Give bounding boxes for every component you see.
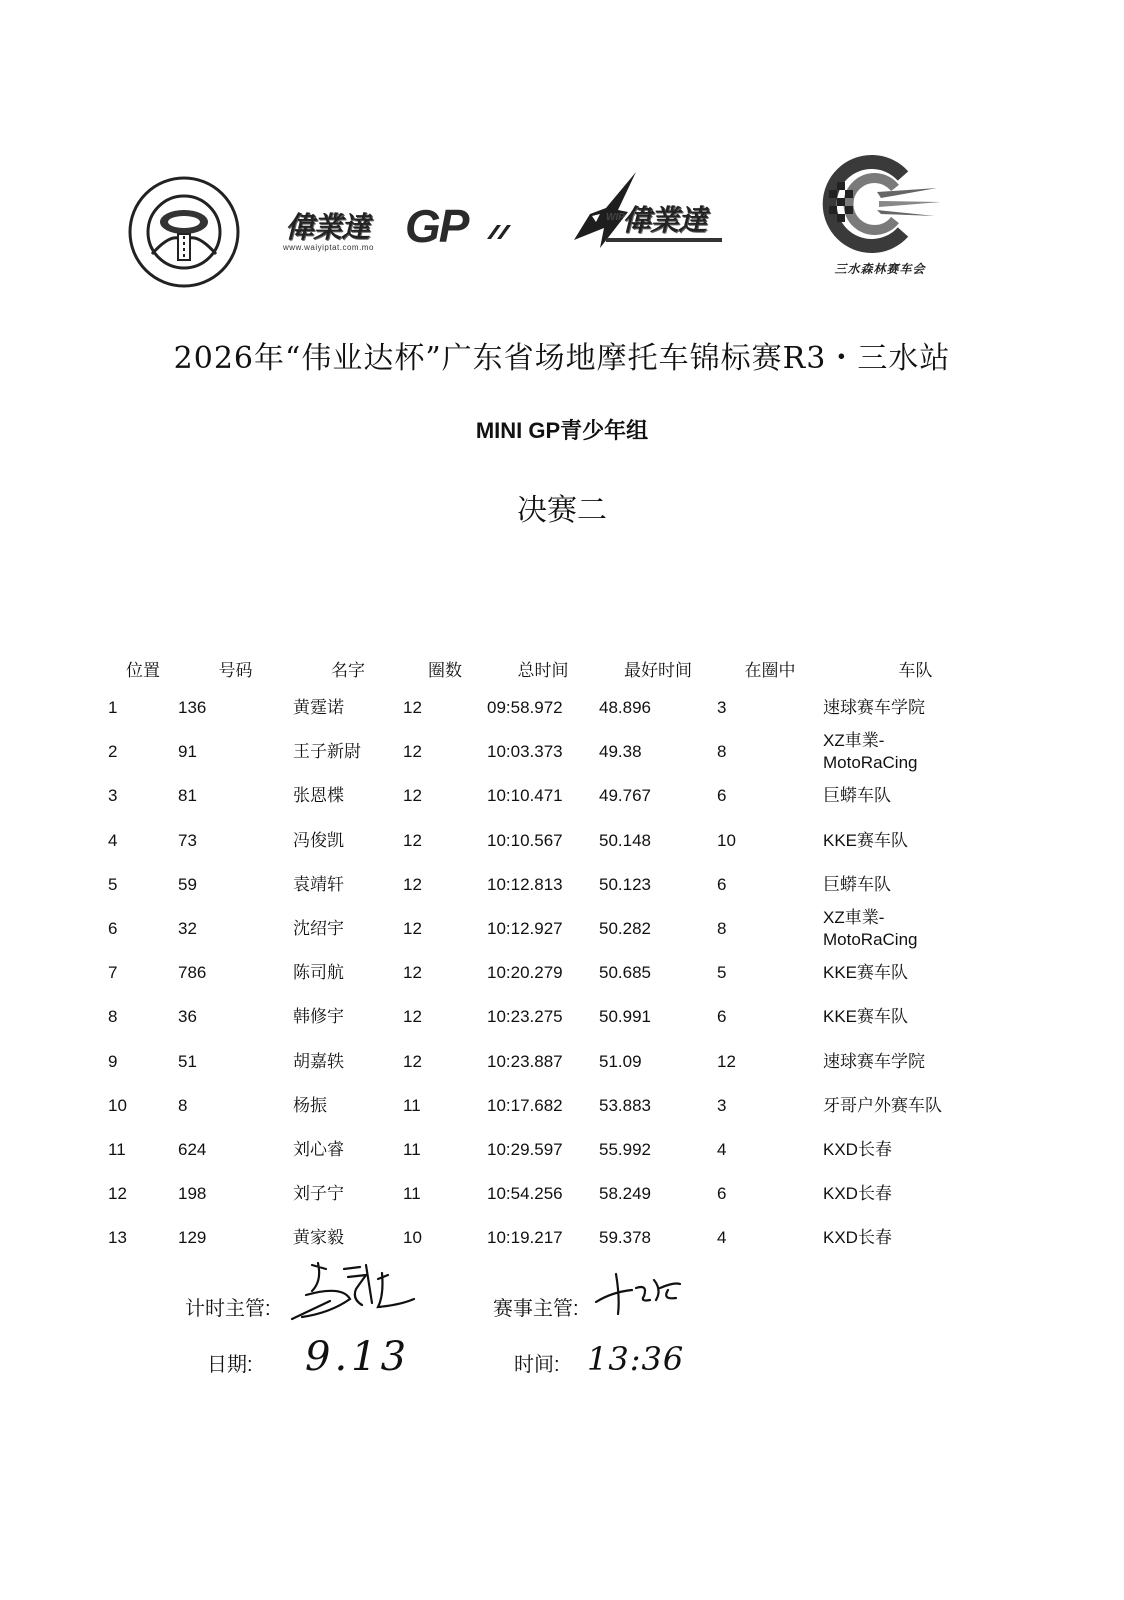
cell-in-lap: 3: [717, 698, 727, 718]
cell-position: 3: [108, 786, 118, 806]
racing-c-icon: [815, 154, 945, 254]
cell-number: 91: [178, 742, 197, 762]
cell-best-time: 58.249: [599, 1184, 651, 1204]
cell-number: 8: [178, 1095, 188, 1115]
cell-name: 陈司航: [293, 963, 344, 983]
cell-team: [823, 774, 1008, 818]
brand-wordmark-2: 偉業達: [622, 205, 707, 237]
table-row: [108, 730, 1008, 774]
cell-name: 冯俊凯: [293, 830, 344, 850]
cell-in-lap: 10: [717, 830, 736, 850]
cell-position: 5: [108, 874, 118, 894]
col-header-in-lap: 在圈中: [744, 660, 796, 680]
cell-number: 59: [178, 874, 197, 894]
cell-number: 73: [178, 830, 197, 850]
brand-url: www.waiyiptat.com.mo: [283, 243, 374, 252]
association-seal-logo: [128, 176, 240, 288]
team-line-1: XZ車業-: [823, 908, 885, 928]
cell-best-time: 53.883: [599, 1095, 651, 1115]
date-handwritten-value: 9.13: [305, 1334, 411, 1380]
wordmark-underline: [606, 238, 722, 242]
cell-number: 36: [178, 1007, 197, 1027]
team-line-2: MotoRaCing: [823, 930, 918, 950]
cell-laps: 12: [403, 1007, 422, 1027]
cell-in-lap: 12: [717, 1051, 736, 1071]
table-row: [108, 907, 1008, 951]
cell-best-time: 49.38: [599, 742, 642, 762]
cell-in-lap: 6: [717, 874, 727, 894]
col-header-team: 车队: [898, 660, 933, 680]
table-row: [108, 863, 1008, 907]
speed-marks-icon: [483, 221, 513, 243]
cell-position: 7: [108, 963, 118, 983]
cell-laps: 12: [403, 919, 422, 939]
cell-laps: 12: [403, 786, 422, 806]
cell-number: 32: [178, 919, 197, 939]
panther-mark-text: WIP: [606, 212, 625, 223]
cell-name: 袁靖轩: [293, 874, 344, 894]
cell-name: 张恩楪: [293, 786, 344, 806]
cell-total-time: 10:19.217: [487, 1228, 563, 1248]
race-director-label: 赛事主管:: [493, 1298, 579, 1320]
cell-name: 沈绍宇: [293, 919, 344, 939]
gp-wordmark: GP: [405, 200, 468, 252]
event-title: 2026年“伟业达杯”广东省场地摩托车锦标赛R3・三水站: [173, 341, 951, 376]
cell-laps: 12: [403, 1051, 422, 1071]
cell-total-time: 10:54.256: [487, 1184, 563, 1204]
cell-best-time: 49.767: [599, 786, 651, 806]
team-line-1: 牙哥户外赛车队: [823, 1095, 942, 1115]
cell-team: [823, 1084, 1008, 1128]
cell-team: [823, 863, 1008, 907]
cell-total-time: 10:23.275: [487, 1007, 563, 1027]
cell-name: 刘心睿: [293, 1139, 344, 1159]
timing-supervisor-signature: [282, 1255, 422, 1325]
cell-number: 198: [178, 1184, 207, 1204]
cell-position: 6: [108, 919, 118, 939]
table-header-row: [108, 650, 1008, 686]
cell-in-lap: 4: [717, 1228, 727, 1248]
cell-team: [823, 730, 1008, 774]
team-line-1: KKE赛车队: [823, 963, 909, 983]
team-line-1: KKE赛车队: [823, 1007, 909, 1027]
table-row: [108, 774, 1008, 818]
logo-strip: [0, 150, 1124, 290]
cell-position: 4: [108, 830, 118, 850]
cell-in-lap: 3: [717, 1095, 727, 1115]
cell-number: 81: [178, 786, 197, 806]
cell-number: 129: [178, 1228, 207, 1248]
col-header-number: 号码: [218, 660, 253, 680]
cell-number: 51: [178, 1051, 197, 1071]
club-caption: 三水森林赛车会: [834, 262, 926, 276]
table-row: [108, 1084, 1008, 1128]
cell-team: [823, 686, 1008, 730]
heat-title: 决赛二: [517, 493, 607, 528]
cell-team: [823, 1040, 1008, 1084]
cell-position: 1: [108, 698, 118, 718]
cell-team: [823, 1216, 1008, 1260]
time-label: 时间:: [514, 1354, 560, 1376]
cell-laps: 10: [403, 1228, 422, 1248]
cell-name: 杨振: [293, 1095, 327, 1115]
table-row: [108, 951, 1008, 995]
cell-best-time: 51.09: [599, 1051, 642, 1071]
cell-total-time: 10:12.813: [487, 874, 563, 894]
cell-in-lap: 8: [717, 742, 727, 762]
brand-wordmark: 偉業達: [285, 212, 370, 244]
col-header-position: 位置: [126, 660, 160, 680]
cell-position: 11: [108, 1139, 126, 1159]
cell-best-time: 48.896: [599, 698, 651, 718]
cell-laps: 12: [403, 698, 422, 718]
team-line-1: 速球赛车学院: [823, 1051, 925, 1071]
cell-best-time: 50.123: [599, 874, 651, 894]
table-row: [108, 995, 1008, 1039]
results-table: [108, 650, 1008, 1260]
cell-team: [823, 907, 1008, 951]
date-label: 日期:: [207, 1354, 253, 1376]
cell-position: 13: [108, 1228, 127, 1248]
table-row: [108, 686, 1008, 730]
cell-best-time: 50.685: [599, 963, 651, 983]
cell-name: 王子新尉: [293, 742, 361, 762]
cell-total-time: 09:58.972: [487, 698, 563, 718]
time-handwritten-value: 13:36: [587, 1340, 685, 1378]
cell-position: 9: [108, 1051, 118, 1071]
team-line-1: KXD长春: [823, 1228, 892, 1248]
team-line-1: KXD长春: [823, 1184, 892, 1204]
wai-yip-tat-panther-logo: [570, 170, 725, 254]
cell-best-time: 50.991: [599, 1007, 651, 1027]
cell-laps: 11: [403, 1139, 421, 1159]
table-row: [108, 1172, 1008, 1216]
cell-total-time: 10:10.471: [487, 786, 563, 806]
cell-total-time: 10:03.373: [487, 742, 563, 762]
cell-in-lap: 5: [717, 963, 727, 983]
cell-laps: 12: [403, 830, 422, 850]
cell-number: 786: [178, 963, 207, 983]
cell-name: 黄霆诺: [293, 698, 344, 718]
cell-laps: 12: [403, 742, 422, 762]
sanshui-racing-club-logo: [815, 154, 945, 282]
col-header-total-time: 总时间: [517, 660, 569, 680]
cell-number: 624: [178, 1139, 207, 1159]
cell-name: 韩修宇: [293, 1007, 344, 1027]
wai-yip-tat-gp-logo: [283, 200, 528, 261]
cell-position: 2: [108, 742, 118, 762]
cell-team: [823, 951, 1008, 995]
team-line-1: 巨蟒车队: [823, 786, 891, 806]
cell-name: 黄家毅: [293, 1228, 344, 1248]
team-line-1: 速球赛车学院: [823, 698, 925, 718]
cell-laps: 12: [403, 963, 422, 983]
cell-best-time: 55.992: [599, 1139, 651, 1159]
cell-in-lap: 6: [717, 1007, 727, 1027]
team-line-2: MotoRaCing: [823, 753, 918, 773]
cell-total-time: 10:23.887: [487, 1051, 563, 1071]
table-row: [108, 1128, 1008, 1172]
cell-team: [823, 995, 1008, 1039]
cell-in-lap: 6: [717, 1184, 727, 1204]
cell-name: 胡嘉轶: [293, 1051, 344, 1071]
cell-team: [823, 1172, 1008, 1216]
race-director-signature: [592, 1268, 692, 1318]
team-line-1: 巨蟒车队: [823, 874, 891, 894]
cell-best-time: 50.148: [599, 830, 651, 850]
team-line-1: KKE赛车队: [823, 830, 909, 850]
cell-laps: 12: [403, 874, 422, 894]
cell-number: 136: [178, 698, 207, 718]
cell-laps: 11: [403, 1095, 421, 1115]
team-line-1: XZ車業-: [823, 731, 885, 751]
cell-position: 12: [108, 1184, 127, 1204]
cell-in-lap: 4: [717, 1139, 727, 1159]
col-header-name: 名字: [331, 660, 365, 680]
cell-total-time: 10:29.597: [487, 1139, 563, 1159]
cell-total-time: 10:17.682: [487, 1095, 563, 1115]
col-header-best-time: 最好时间: [624, 660, 692, 680]
cell-in-lap: 8: [717, 919, 727, 939]
cell-total-time: 10:10.567: [487, 830, 563, 850]
cell-total-time: 10:12.927: [487, 919, 563, 939]
cell-name: 刘子宁: [293, 1184, 344, 1204]
cell-team: [823, 1128, 1008, 1172]
cell-team: [823, 819, 1008, 863]
cell-position: 8: [108, 1007, 118, 1027]
cell-total-time: 10:20.279: [487, 963, 563, 983]
cell-in-lap: 6: [717, 786, 727, 806]
table-row: [108, 1216, 1008, 1260]
table-row: [108, 1040, 1008, 1084]
col-header-laps: 圈数: [428, 660, 462, 680]
cell-laps: 11: [403, 1184, 421, 1204]
cell-best-time: 59.378: [599, 1228, 651, 1248]
team-line-1: KXD长春: [823, 1139, 892, 1159]
timing-supervisor-label: 计时主管:: [185, 1298, 271, 1320]
class-subtitle: MINI GP青少年组: [475, 418, 649, 443]
cell-position: 10: [108, 1095, 127, 1115]
table-row: [108, 819, 1008, 863]
cell-best-time: 50.282: [599, 919, 651, 939]
